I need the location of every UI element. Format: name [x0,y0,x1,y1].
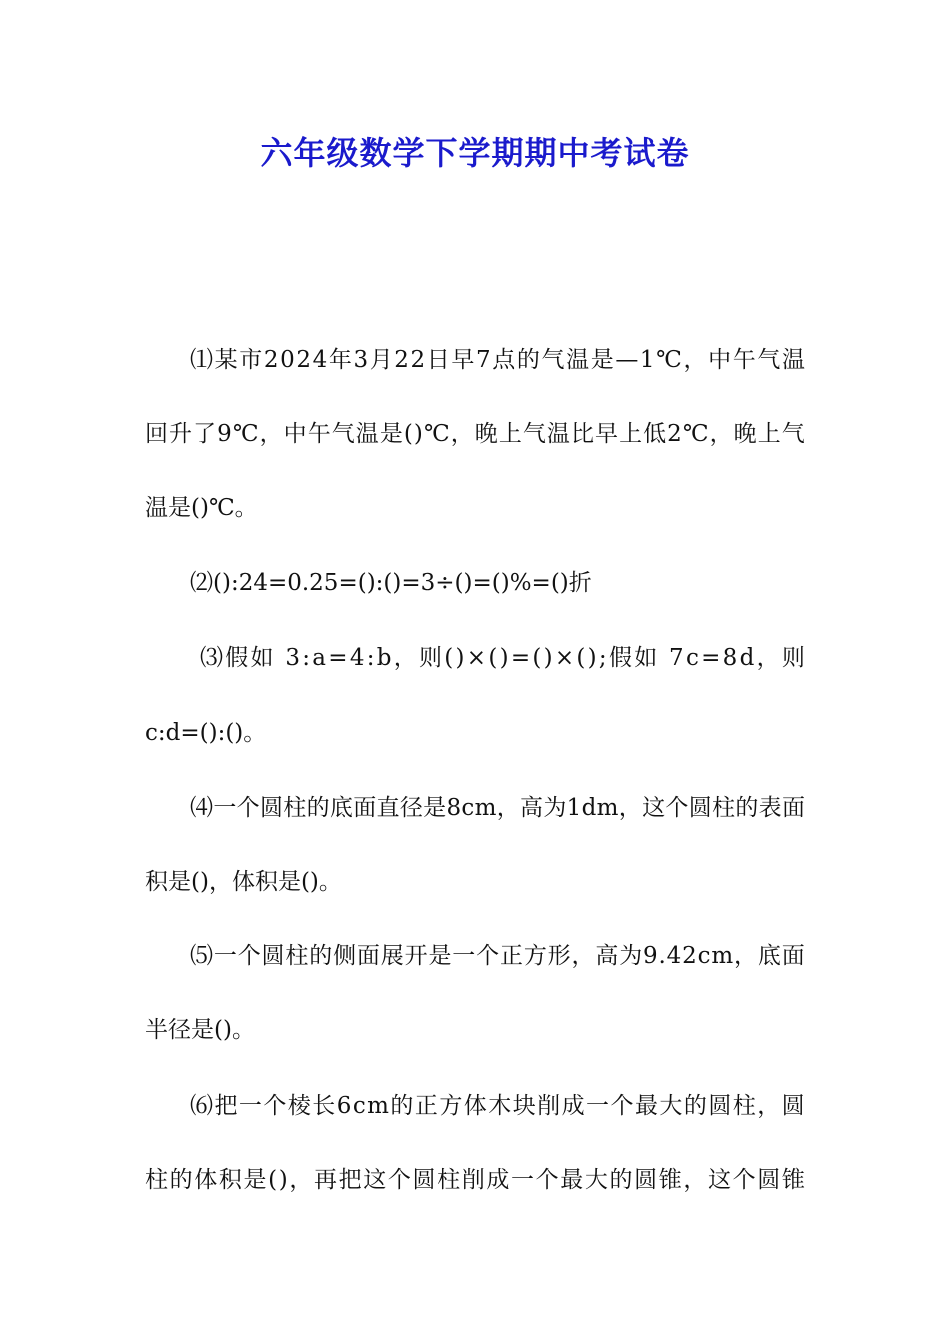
question-3-line-2: c:d=():()。 [145,720,267,746]
question-1-line-3: 温是()℃。 [145,495,258,521]
question-2-line-1: ⑵():24=0.25=():()=3÷()=()%=()折 [190,570,592,596]
page-title: 六年级数学下学期期中考试卷 [260,134,690,172]
question-6-line-2: 柱 的 体 积 是 ( ) ， 再 把 这 个 圆 柱 削 成 一 个 最 大 的 圆 锥 ， 这 个 圆 锥 [145,1167,805,1193]
question-4-line-1: ⑷ 一 个 圆 柱 的 底 面 直 径 是 8 c m ， 高 为 1 d m ， 这 个 圆 柱 的 表 面 [190,795,805,821]
question-1-line-1: ⑴ 某 市 2 0 2 4 年 3 月 2 2 日 早 7 点 的 气 温 是 — 1 ℃ ， 中 午 气 温 [190,347,805,373]
question-5-line-2: 半径是()。 [145,1017,255,1043]
question-6-line-1: ⑹ 把 一 个 棱 长 6 c m 的 正 方 体 木 块 削 成 一 个 最 大 的 圆 柱 ， 圆 [190,1093,805,1119]
question-4-line-2: 积是()，体积是()。 [145,869,342,895]
question-1-line-2: 回 升 了 9 ℃ ， 中 午 气 温 是 ( ) ℃ ， 晚 上 气 温 比 早 上 低 2 ℃ ， 晚 上 气 [145,421,805,447]
question-5-line-1: ⑸ 一 个 圆 柱 的 侧 面 展 开 是 一 个 正 方 形 ， 高 为 9 . 4 2 c m ， 底 面 [190,943,805,969]
question-3-line-1: ⑶ 假 如 3 : a = 4 : b ， 则 ( ) × ( ) = ( ) × ( ) ; 假 如 7 c = 8 d ， 则 [200,645,805,671]
